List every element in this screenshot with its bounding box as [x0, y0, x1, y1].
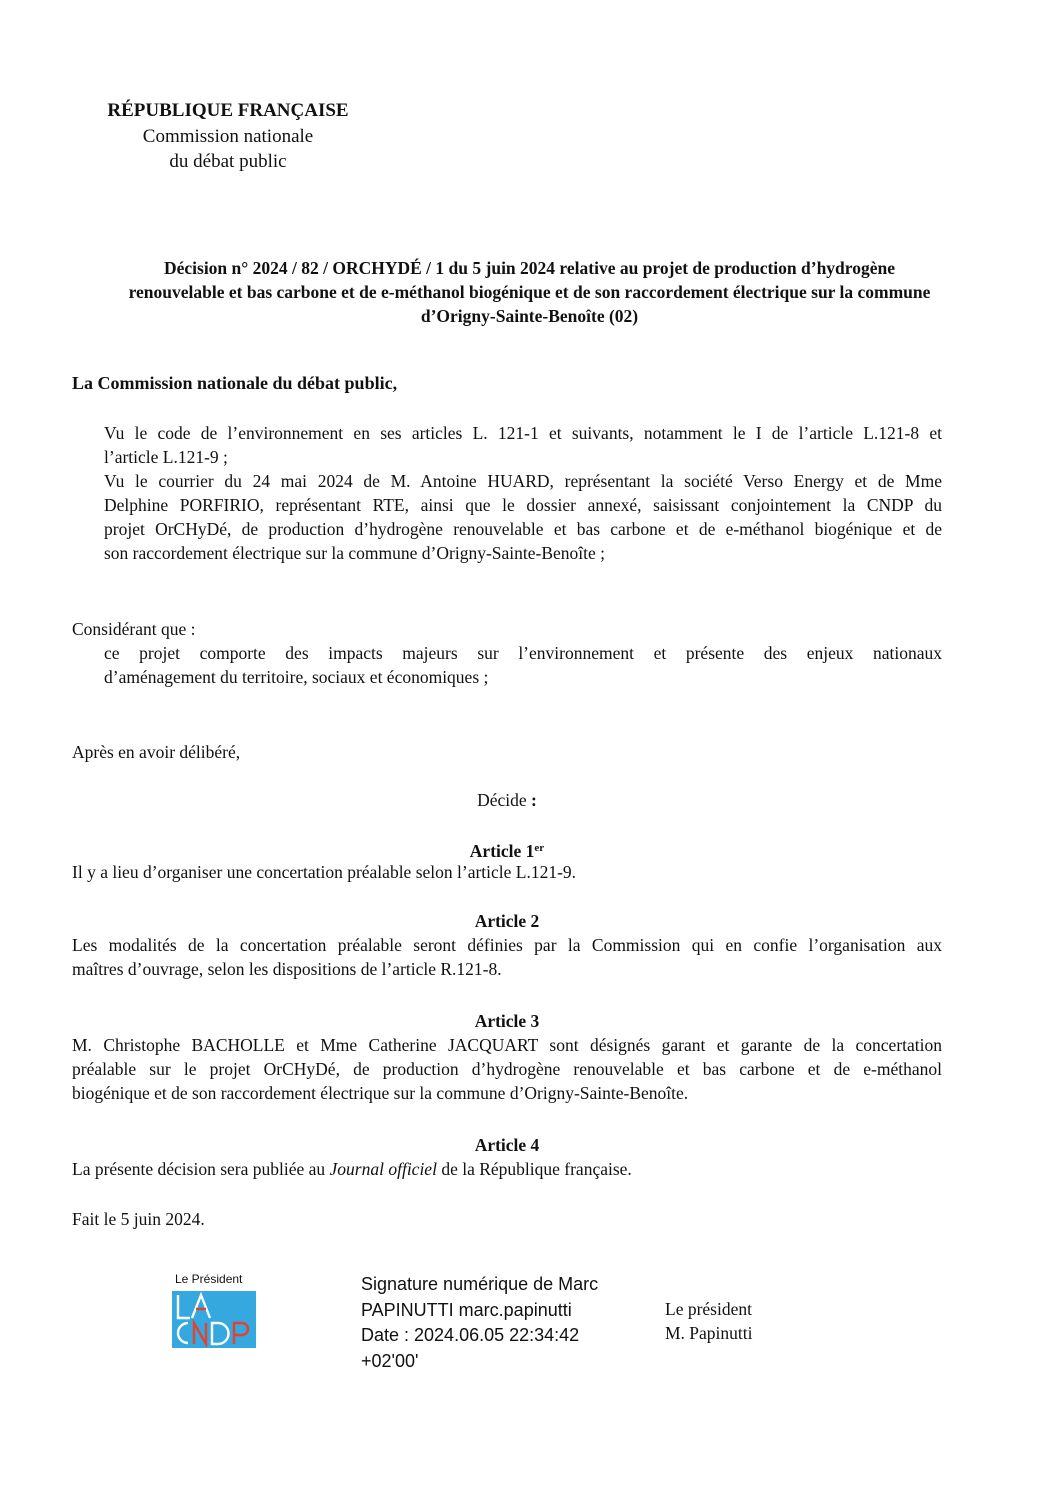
- cndp-logo: [172, 1291, 256, 1348]
- article-4-post: de la République française.: [436, 1159, 632, 1179]
- commission-name-line2: du débat public: [169, 151, 287, 172]
- article-2-line1: Les modalités de la concertation préalable seront définies par la Commission qui en confie l’organisation aux: [72, 935, 942, 955]
- preamble-intro: La Commission nationale du débat public,: [72, 373, 398, 393]
- president-signature: [665, 1297, 753, 1345]
- considerant-heading: Considérant que :: [72, 619, 196, 639]
- signature-line1: Signature numérique de Marc: [361, 1274, 599, 1294]
- vu-paragraph-1: [104, 421, 942, 469]
- vu2-line4: son raccordement électrique sur la commune d’Origny-Sainte-Benoîte ;: [104, 543, 606, 563]
- stamp-label: Le Président: [175, 1272, 243, 1286]
- vu2-line1: Vu le courrier du 24 mai 2024 de M. Antoine HUARD, représentant la société Verso Energy et de Mme: [104, 471, 942, 491]
- journal-officiel: Journal officiel: [329, 1159, 437, 1179]
- title-line2: renouvelable et bas carbone et de e-méthanol biogénique et de son raccordement électrique sur la commune: [128, 282, 931, 302]
- decide-heading: [72, 788, 942, 812]
- considerant-line2: d’aménagement du territoire, sociaux et économiques ;: [104, 667, 489, 687]
- vu-paragraph-2: [104, 469, 942, 565]
- vu1-line2: l’article L.121-9 ;: [104, 447, 228, 467]
- title-line3: d’Origny-Sainte-Benoîte (02): [420, 306, 639, 326]
- republique-francaise: RÉPUBLIQUE FRANÇAISE: [107, 100, 349, 121]
- document-header: [83, 98, 373, 174]
- article-4-pre: La présente décision sera publiée au: [72, 1159, 330, 1179]
- vu2-line2: Delphine PORFIRIO, représentant RTE, ainsi que le dossier annexé, saisissant conjointement la CNDP du: [104, 495, 942, 515]
- considerant-line1: ce projet comporte des impacts majeurs sur l’environnement et présente des enjeux nationaux: [104, 643, 942, 663]
- article-4-title: Article 4: [474, 1135, 540, 1155]
- digital-signature-block: [361, 1272, 598, 1374]
- fait-le-date: Fait le 5 juin 2024.: [72, 1209, 205, 1229]
- decide-label: Décide: [477, 790, 527, 810]
- signature-line2: PAPINUTTI marc.papinutti: [361, 1299, 572, 1320]
- signature-line4: +02'00': [361, 1350, 419, 1371]
- cndp-logo-icon: [172, 1291, 256, 1348]
- vu2-line3: projet OrCHyDé, de production d’hydrogène renouvelable et bas carbone et de e-méthanol biogénique et de: [104, 519, 942, 539]
- article-3-line3: biogénique et de son raccordement électrique sur la commune d’Origny-Sainte-Benoîte.: [72, 1083, 689, 1103]
- article-3-text: [72, 1033, 942, 1105]
- article-1-sup: er: [534, 842, 545, 854]
- article-2-text: [72, 933, 942, 981]
- vu1-line1: Vu le code de l’environnement en ses articles L. 121-1 et suivants, notamment le I de l’article L.121-8 et: [104, 423, 942, 443]
- article-1-heading: [72, 836, 942, 863]
- signature-line3: Date : 2024.06.05 22:34:42: [361, 1325, 580, 1345]
- commission-name-line1: Commission nationale: [142, 126, 314, 147]
- article-3-title: Article 3: [474, 1011, 540, 1031]
- title-line1: Décision n° 2024 / 82 / ORCHYDÉ / 1 du 5 juin 2024 relative au projet de production d’hydrogène: [163, 258, 896, 278]
- article-3-line2: préalable sur le projet OrCHyDé, de production d’hydrogène renouvelable et bas carbone et de e-méthanol: [72, 1059, 942, 1079]
- article-1-title: Article 1: [469, 841, 535, 861]
- president-title: Le président: [665, 1299, 752, 1319]
- decision-title: [72, 256, 987, 328]
- delibere-text: Après en avoir délibéré,: [72, 742, 241, 762]
- decide-colon: :: [526, 790, 537, 810]
- article-4-text: [72, 1157, 632, 1181]
- article-2-line2: maîtres d’ouvrage, selon les dispositions de l’article R.121-8.: [72, 959, 502, 979]
- president-name: M. Papinutti: [665, 1323, 753, 1343]
- article-1-text: Il y a lieu d’organiser une concertation préalable selon l’article L.121-9.: [72, 862, 577, 882]
- article-3-line1: M. Christophe BACHOLLE et Mme Catherine JACQUART sont désignés garant et garante de la concertation: [72, 1035, 942, 1055]
- considerant-paragraph: [104, 641, 942, 689]
- article-2-title: Article 2: [474, 911, 540, 931]
